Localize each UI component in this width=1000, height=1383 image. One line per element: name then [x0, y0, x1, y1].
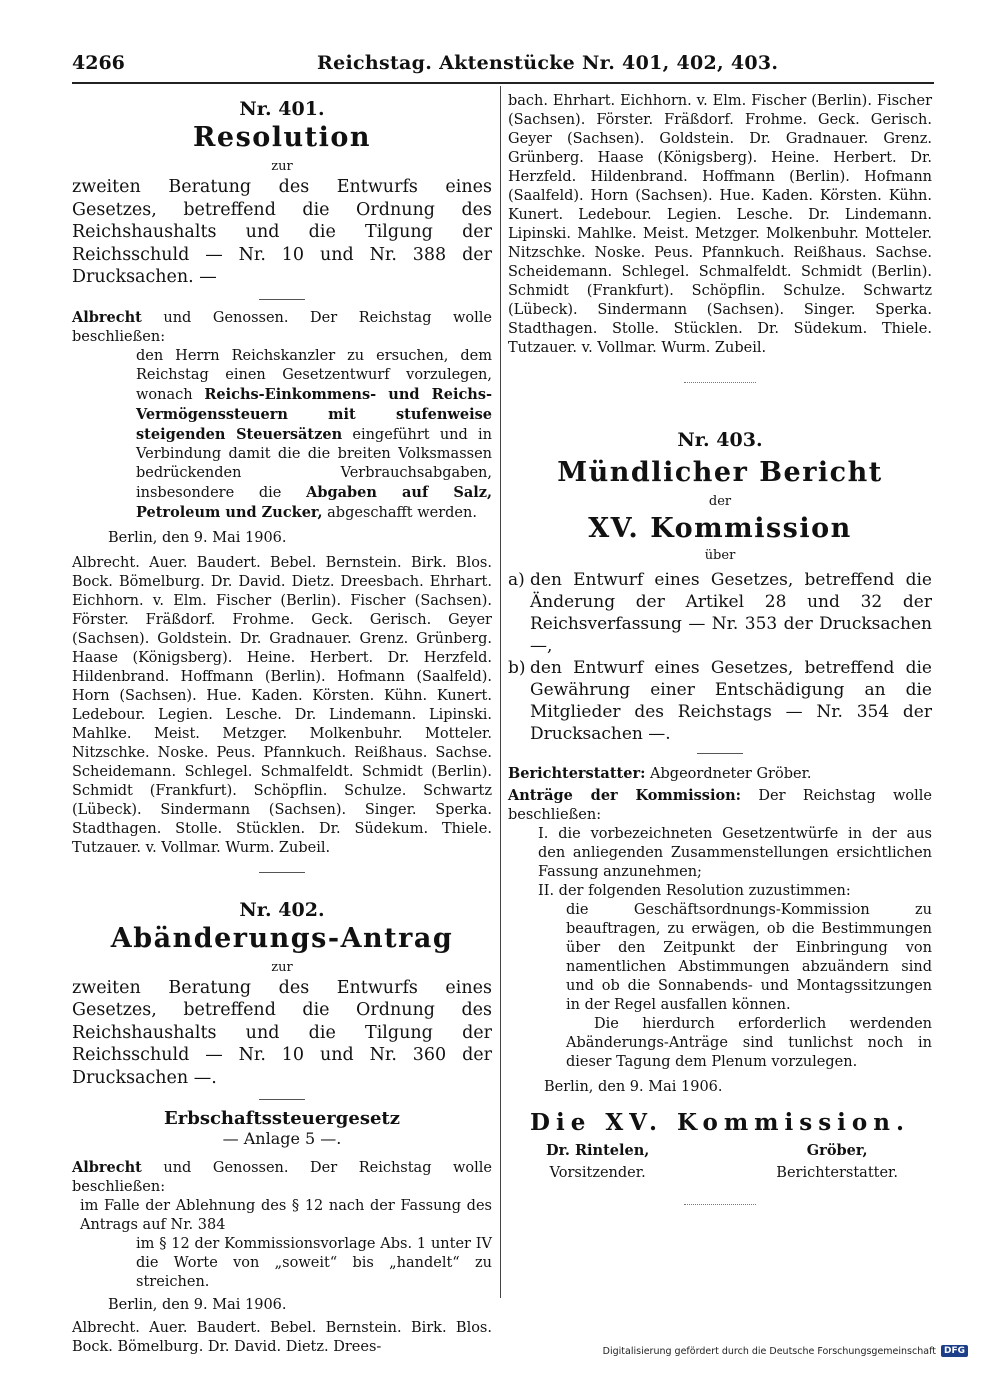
doc-title: Mündlicher Bericht: [557, 457, 883, 488]
motion-i: I. die vorbezeichneten Gesetzentwürfe in der aus den anliegenden Zusammenstellungen ersichtlichen Fassung anzunehmen;: [538, 826, 932, 880]
doc-preposition-ueber: über: [704, 548, 736, 563]
motion-body: im § 12 der Kommissionsvorlage Abs. 1 unter IV die Worte von „soweit“ bis „handelt“ zu streichen.: [136, 1236, 492, 1290]
signatories: Albrecht. Auer. Baudert. Bebel. Bernstein. Birk. Blos. Bock. Bömelburg. Dr. David. Dietz. Dreesbach. Ehrhart. Eichhorn. v. Elm. Fischer (Berlin). Fischer (Sachsen). Förster. Fräßdorf. Frohme. Geck. Gerisch. Geyer (Sachsen). Goldstein. Dr. Gradnauer. Grenz. Grünberg. Haase (Königsberg). Heine. Herbert. Dr. Herzfeld. Hildenbrand. Hoffmann (Berlin). Hofmann (Saalfeld). Horn (Sachsen). Hue. Kaden. Körsten. Kühn. Kunert. Ledebour. Legien. Lesche. Dr. Lindemann. Lipinski. Mahlke. Meist. Metzger. Molkenbuhr. Motteler. Nitzschke. Noske. Peus. Pfannkuch. Reißhaus. Sachse. Scheidemann. Schlegel. Schmalfeldt. Schmidt (Berlin). Schmidt (Frankfurt). Schöpflin. Schulze. Schwartz (Lübeck). Sindermann (Sachsen). Singer. Sperka. Stadthagen. Stolle. Stücklen. Dr. Südekum. Thiele. Tutzauer. v. Vollmar. Wurm. Zubeil.: [72, 554, 492, 856]
motion-intro: Albrecht und Genossen. Der Reichstag wolle beschließen:: [72, 308, 493, 345]
motion-date: Berlin, den 9. Mai 1906.: [108, 529, 287, 546]
doc-number: Nr. 401.: [239, 98, 325, 120]
running-title: Reichstag. Aktenstücke Nr. 401, 402, 403.: [317, 52, 779, 74]
list-item: a) den Entwurf eines Gesetzes, betreffend die Änderung der Artikel 28 und 32 der Reichsverfassung — Nr. 353 der Drucksachen —,: [508, 570, 932, 656]
resolution-text-2: Die hierdurch erforderlich werdenden Abänderungs-Anträge sind tunlichst noch in dieser Tagung dem Plenum vorzulegen.: [566, 1016, 932, 1070]
subject-list: [508, 569, 932, 745]
page-number: 4266: [72, 52, 125, 74]
signature-chair: Dr. Rintelen, Vorsitzender.: [546, 1142, 650, 1181]
document-403: [508, 429, 932, 1205]
rapporteur-line: Berichterstatter: Abgeordneter Gröber.: [508, 765, 812, 782]
page-header: [72, 52, 932, 82]
doc-preposition: der: [708, 494, 732, 509]
resolution-text: die Geschäftsordnungs-Kommission zu beauftragen, zu erwägen, ob die Bestimmungen über den Zeitpunkt der Einbringung von namentlichen Abstimmungen abzuändern sind und ob die Sonnabends- und Montagssitzungen in der Regel ausfallen können.: [566, 902, 932, 1013]
motion-intro: Albrecht und Genossen. Der Reichstag wolle beschließen:: [72, 1159, 493, 1195]
dfg-logo: DFG: [941, 1345, 968, 1357]
motion-body: den Herrn Reichskanzler zu ersuchen, dem Reichstag einen Gesetzentwurf vorzulegen, wonach Reichs-Einkommens- und Reichs-Vermögenssteuern mit stufenweise steigenden Steuersätzen eingeführt und in Verbindung damit die die breiten Volksmassen bedrückenden Verbrauchsabgaben, insbesondere die Abgaben auf Salz, Petroleum und Zucker, abgeschafft werden.: [136, 347, 493, 521]
signature-rapporteur: Gröber, Berichterstatter.: [776, 1142, 898, 1181]
section-subtitle: — Anlage 5 —.: [222, 1129, 342, 1148]
commission-motions-intro: Anträge der Kommission: Der Reichstag wolle beschließen:: [508, 787, 932, 823]
separator-rule: [259, 872, 305, 873]
doc-title: Resolution: [192, 122, 372, 153]
column-divider: [500, 86, 501, 1298]
commission-name: XV. Kommission: [588, 513, 852, 544]
list-item: b) den Entwurf eines Gesetzes, betreffend die Gewährung einer Entschädigung an die Mitglieder des Reichstags — Nr. 354 der Drucksachen —.: [508, 658, 932, 744]
motion-condition: im Falle der Ablehnung des § 12 nach der Fassung des Antrags auf Nr. 384: [80, 1198, 492, 1233]
document-401: [72, 98, 492, 873]
footer-text: Digitalisierung gefördert durch die Deutsche Forschungsgemeinschaft: [602, 1345, 936, 1357]
report-date: Berlin, den 9. Mai 1906.: [544, 1079, 723, 1095]
separator-rule: [259, 299, 305, 300]
motion-ii: II. der folgenden Resolution zuzustimmen:: [538, 883, 851, 899]
motion-lead: Albrecht: [72, 1159, 142, 1176]
motion-lead: Albrecht: [72, 308, 142, 326]
signatories-continued: bach. Ehrhart. Eichhorn. v. Elm. Fischer (Berlin). Fischer (Sachsen). Förster. Fräßdorf. Frohme. Geck. Gerisch. Geyer (Sachsen). Goldstein. Dr. Gradnauer. Grenz. Grünberg. Haase (Königsberg). Heine. Herbert. Dr. Herzfeld. Hildenbrand. Hoffmann (Berlin). Hofmann (Saalfeld). Horn (Sachsen). Hue. Kaden. Körsten. Kühn. Kunert. Ledebour. Legien. Lesche. Dr. Lindemann. Lipinski. Mahlke. Meist. Metzger. Molkenbuhr. Motteler. Nitzschke. Noske. Peus. Pfannkuch. Reißhaus. Sachse. Scheidemann. Schlegel. Schmalfeldt. Schmidt (Berlin). Schmidt (Frankfurt). Schöpflin. Schulze. Schwartz (Lübeck). Sindermann (Sachsen). Singer. Sperka. Stadthagen. Stolle. Stücklen. Dr. Südekum. Thiele. Tutzauer. v. Vollmar. Wurm. Zubeil.: [508, 93, 932, 356]
separator-rule: [697, 753, 743, 754]
section-title: Erbschaftssteuergesetz: [164, 1108, 400, 1129]
separator-rule: [684, 382, 756, 383]
doc-subject: zweiten Beratung des Entwurfs eines Gesetzes, betreffend die Ordnung des Reichshaushalts und die Tilgung der Reichsschuld — Nr. 10 und Nr. 360 der Drucksachen —.: [72, 977, 492, 1088]
doc-subject: zweiten Beratung des Entwurfs eines Gesetzes, betreffend die Ordnung des Reichshaushalts und die Tilgung der Reichsschuld — Nr. 10 und Nr. 388 der Drucksachen. —: [72, 177, 492, 287]
signature-block: [508, 1140, 932, 1184]
doc-preposition: zur: [271, 959, 293, 975]
doc-preposition: zur: [271, 159, 293, 174]
digitization-footer: [603, 1345, 968, 1357]
doc-title: Abänderungs-Antrag: [110, 922, 454, 954]
motion-date: Berlin, den 9. Mai 1906.: [108, 1297, 287, 1313]
right-column: [508, 92, 932, 1205]
header-rule: [72, 82, 934, 84]
left-column: [72, 92, 492, 1357]
separator-rule: [259, 1099, 305, 1100]
separator-rule: [684, 1204, 756, 1205]
doc-number: Nr. 402.: [239, 898, 325, 921]
signature-title: Die XV. Kommission.: [530, 1109, 910, 1136]
document-402: [72, 899, 492, 1358]
doc-number: Nr. 403.: [677, 429, 763, 451]
signatories: Albrecht. Auer. Baudert. Bebel. Bernstein. Birk. Blos. Bock. Bömelburg. Dr. David. Dietz. Drees-: [72, 1320, 492, 1355]
